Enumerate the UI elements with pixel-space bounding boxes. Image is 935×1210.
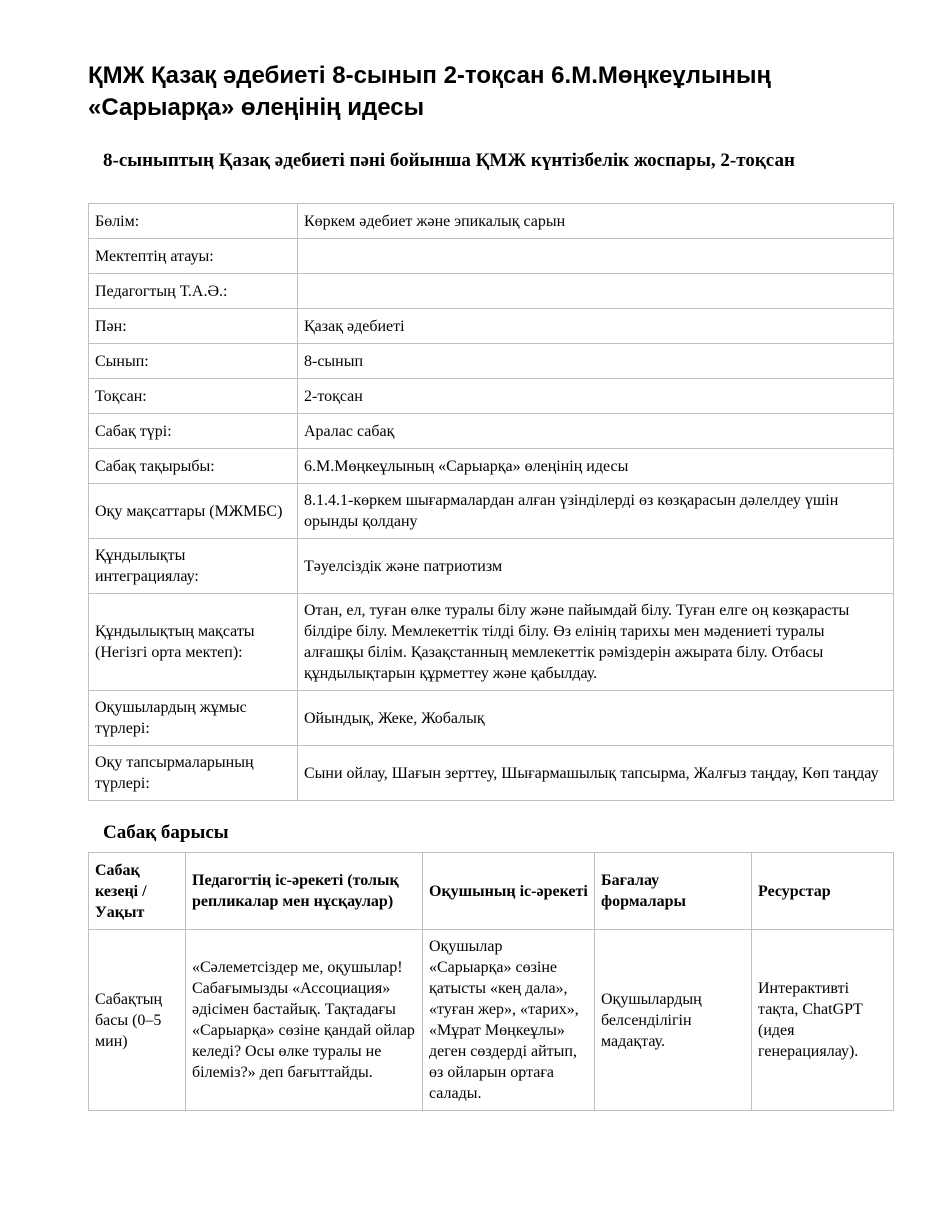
table-row xyxy=(89,379,894,414)
header-stage-time: Сабақ кезеңі / Уақыт xyxy=(89,853,186,930)
row-value-learning-objectives: 8.1.4.1-көркем шығармалардан алған үзінділерді өз көзқарасын дәлелдеу үшін орынды қолдану xyxy=(298,484,894,539)
row-value-task-types: Сыни ойлау, Шағын зерттеу, Шығармашылық тапсырма, Жалғыз таңдау, Көп таңдау xyxy=(298,746,894,801)
row-label-teacher: Педагогтың Т.А.Ә.: xyxy=(89,274,298,309)
table-row xyxy=(89,539,894,594)
row-label-lesson-type: Сабақ түрі: xyxy=(89,414,298,449)
row-value-grade: 8-сынып xyxy=(298,344,894,379)
row-value-value-goal: Отан, ел, туған өлке туралы білу және пайымдай білу. Туған елге оң көзқарасты білдіре білу. Мемлекеттік тілді білу. Өз елінің тарихы мен мәдениеті туралы алғашқы білім. Қазақстанның мемлекеттік рәміздерін ажырата білу. Отбасы құндылықтарын құрметтеу және қабылдау. xyxy=(298,594,894,691)
cell-resources: Интерактивті тақта, ChatGPT (идея генерациялау). xyxy=(752,930,894,1111)
table-row xyxy=(89,344,894,379)
row-label-term: Тоқсан: xyxy=(89,379,298,414)
header-teacher-activity: Педагогтің іс-әрекеті (толық репликалар мен нұсқаулар) xyxy=(186,853,423,930)
lesson-flow-table xyxy=(88,852,894,1111)
table-row xyxy=(89,204,894,239)
cell-student-activity: Оқушылар «Сарыарқа» сөзіне қатысты «кең дала», «туған жер», «тарих», «Мұрат Мөңкеұлы» деген сөздерді айтып, өз ойларын ортаға салады. xyxy=(423,930,595,1111)
row-value-subject: Қазақ әдебиеті xyxy=(298,309,894,344)
table-row xyxy=(89,449,894,484)
header-resources: Ресурстар xyxy=(752,853,894,930)
table-row xyxy=(89,309,894,344)
table-row xyxy=(89,239,894,274)
row-label-lesson-topic: Сабақ тақырыбы: xyxy=(89,449,298,484)
row-value-school xyxy=(298,239,894,274)
header-assessment: Бағалау формалары xyxy=(595,853,752,930)
row-label-subject: Пән: xyxy=(89,309,298,344)
cell-teacher-activity: «Сәлеметсіздер ме, оқушылар! Сабағымызды «Ассоциация» әдісімен бастайық. Тақтадағы «Сарыарқа» сөзіне қандай ойлар келеді? Осы өлке туралы не білеміз?» деп бағыттайды. xyxy=(186,930,423,1111)
row-label-value-integration: Құндылықты интеграциялау: xyxy=(89,539,298,594)
row-value-teacher xyxy=(298,274,894,309)
row-label-section: Бөлім: xyxy=(89,204,298,239)
page-title: ҚМЖ Қазақ әдебиеті 8-сынып 2-тоқсан 6.М.Мөңкеұлының «Сарыарқа» өлеңінің идесы xyxy=(88,62,771,121)
row-value-work-types: Ойындық, Жеке, Жобалық xyxy=(298,691,894,746)
row-value-lesson-type: Аралас сабақ xyxy=(298,414,894,449)
table-row xyxy=(89,691,894,746)
row-value-value-integration: Тәуелсіздік және патриотизм xyxy=(298,539,894,594)
plan-subtitle: 8-сыныптың Қазақ әдебиеті пәні бойынша ҚМЖ күнтізбелік жоспары, 2-тоқсан xyxy=(103,150,795,171)
row-value-section: Көркем әдебиет және эпикалық сарын xyxy=(298,204,894,239)
row-label-grade: Сынып: xyxy=(89,344,298,379)
table-row xyxy=(89,414,894,449)
header-student-activity: Оқушының іс-әрекеті xyxy=(423,853,595,930)
row-label-learning-objectives: Оқу мақсаттары (МЖМБС) xyxy=(89,484,298,539)
row-label-work-types: Оқушылардың жұмыс түрлері: xyxy=(89,691,298,746)
row-value-lesson-topic: 6.М.Мөңкеұлының «Сарыарқа» өлеңінің идесы xyxy=(298,449,894,484)
cell-stage-time: Сабақтың басы (0–5 мин) xyxy=(89,930,186,1111)
table-row xyxy=(89,484,894,539)
lesson-info-table xyxy=(88,203,894,801)
table-row xyxy=(89,930,894,1111)
row-value-term: 2-тоқсан xyxy=(298,379,894,414)
table-row xyxy=(89,594,894,691)
lesson-flow-heading: Сабақ барысы xyxy=(103,822,229,843)
table-row xyxy=(89,274,894,309)
cell-assessment: Оқушылардың белсенділігін мадақтау. xyxy=(595,930,752,1111)
row-label-school: Мектептің атауы: xyxy=(89,239,298,274)
table-header-row xyxy=(89,853,894,930)
row-label-task-types: Оқу тапсырмаларының түрлері: xyxy=(89,746,298,801)
row-label-value-goal: Құндылықтың мақсаты (Негізгі орта мектеп): xyxy=(89,594,298,691)
table-row xyxy=(89,746,894,801)
